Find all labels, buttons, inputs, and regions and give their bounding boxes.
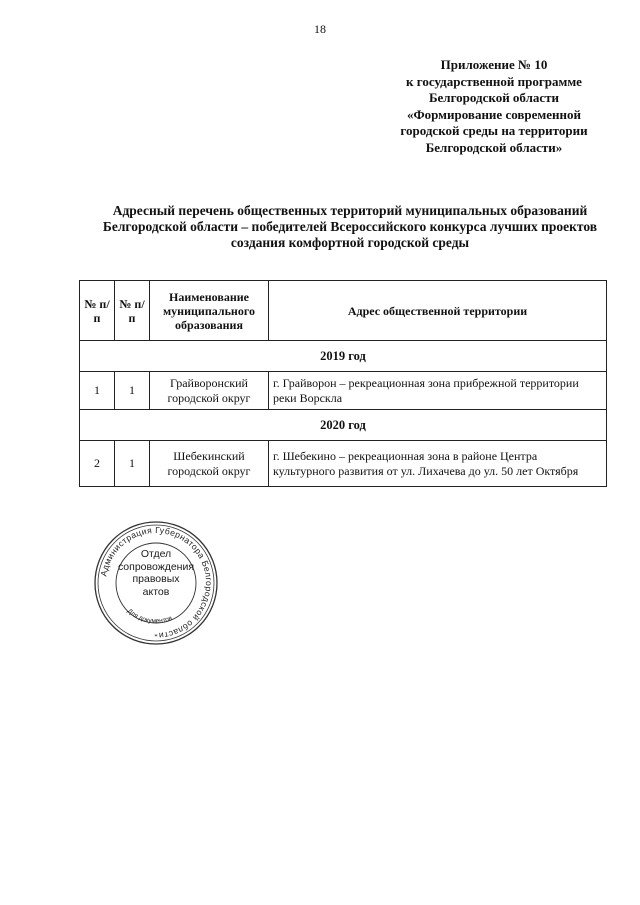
table-row (80, 372, 607, 410)
cell-address: г. Грайворон – рекреационная зона прибрежной территории реки Ворскла (269, 372, 607, 410)
year-row (80, 410, 607, 441)
title-line: Белгородской области – победителей Всероссийского конкурса лучших проектов (102, 219, 598, 234)
appendix-line: к государственной программе (406, 73, 582, 89)
header-num2: № п/п (115, 281, 150, 341)
appendix-line: городской среды на территории (400, 123, 588, 138)
year-label: 2019 год (80, 341, 607, 372)
header-municipality: Наименование муниципального образования (150, 281, 269, 341)
document-title (60, 203, 640, 251)
stamp-bottom-text: Для документов (125, 607, 174, 625)
stamp-star-icon: * (154, 633, 158, 641)
appendix-line: Белгородской области (428, 90, 560, 105)
header-num1: № п/п (80, 281, 115, 341)
table-header-row (80, 281, 607, 341)
stamp-line: актов (142, 585, 170, 598)
title-line: Адресный перечень общественных территорий муниципальных образований (112, 203, 588, 218)
official-stamp (93, 520, 219, 646)
cell-municipality: Грайворонский городской округ (150, 372, 269, 410)
cell-num2: 1 (115, 441, 150, 487)
appendix-block (360, 57, 628, 156)
title-line: создания комфортной городской среды (230, 235, 470, 250)
address-table (79, 280, 607, 487)
stamp-line: Отдел (140, 548, 172, 560)
header-address: Адрес общественной территории (269, 281, 607, 341)
stamp-center-text (111, 548, 201, 598)
year-label: 2020 год (80, 410, 607, 441)
table-row (80, 441, 607, 487)
cell-num1: 2 (80, 441, 115, 487)
cell-municipality: Шебекинский городской округ (150, 441, 269, 487)
appendix-line: Белгородской области» (425, 139, 563, 155)
svg-text:Для документов (126, 608, 174, 625)
cell-num1: 1 (80, 372, 115, 410)
stamp-line: правовых (132, 573, 180, 585)
appendix-line: «Формирование современной (406, 106, 582, 122)
cell-address: г. Шебекино – рекреационная зона в районе Центра культурного развития от ул. Лихачева до ул. 50 лет Октября (269, 441, 607, 487)
page-number: 18 (314, 22, 326, 36)
stamp-line: сопровождения (117, 560, 195, 573)
year-row (80, 341, 607, 372)
stamp-ring-text: Администрация Губернатора Белгородской области (98, 524, 215, 641)
appendix-line: Приложение № 10 (440, 57, 548, 72)
cell-num2: 1 (115, 372, 150, 410)
